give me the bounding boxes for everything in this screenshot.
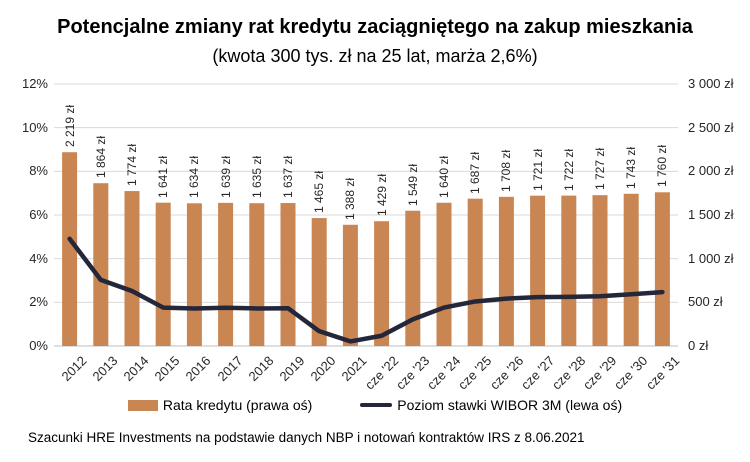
y-right-tick-label: 500 zł [688,294,723,310]
x-tick-label: cze '23 [392,353,433,393]
bar-value-label: 1 760 zł [655,145,670,188]
legend-item-wibor [360,397,622,413]
bar-rata-kredytu [437,203,452,346]
legend-label-rata-kredytu: Rata kredytu (prawa oś) [162,397,313,413]
y-right-tick-label: 0 zł [688,338,709,353]
y-left-tick-label: 10% [21,119,48,135]
bar-value-label: 1 721 zł [530,148,545,191]
bar-value-label: 1 549 zł [405,163,420,206]
bar-value-label: 1 722 zł [561,148,576,191]
y-right-tick-label: 2 500 zł [688,119,734,135]
x-tick-label: cze '27 [517,353,558,393]
x-tick-label: 2020 [307,353,339,385]
bar-rata-kredytu [218,203,233,346]
bar-rata-kredytu [405,211,420,346]
x-tick-label: cze '29 [580,353,620,393]
x-tick-label: cze '28 [548,353,589,393]
bar-value-label: 1 708 zł [499,149,514,192]
x-tick-label: 2013 [89,353,121,385]
x-tick-label: 2015 [151,353,183,385]
bar-rata-kredytu [655,192,670,346]
bar-rata-kredytu [249,203,264,346]
x-tick-label: cze '22 [361,353,402,393]
line-series-swatch-icon [360,403,392,407]
x-tick-label: 2018 [245,353,277,385]
x-tick-label: 2019 [276,353,308,385]
bar-rata-kredytu [343,225,358,346]
bar-value-label: 1 774 zł [125,144,139,187]
x-tick-label: cze '26 [486,353,527,393]
legend-item-rata-kredytu [128,397,312,413]
bar-rata-kredytu [374,221,389,346]
bar-rata-kredytu [624,194,639,346]
bar-value-label: 1 864 zł [93,136,108,179]
bar-value-label: 1 429 zł [374,174,389,217]
y-right-tick-label: 2 000 zł [688,163,734,179]
y-left-tick-label: 12% [21,76,48,91]
y-left-tick-label: 6% [29,207,48,222]
legend [0,397,750,413]
bar-rata-kredytu [530,196,545,346]
bar-value-label: 1 388 zł [343,177,358,220]
y-right-tick-label: 1 500 zł [688,207,734,222]
bar-rata-kredytu [93,183,108,346]
x-tick-label: cze '31 [642,353,683,393]
bar-value-label: 1 465 zł [312,171,327,214]
bar-rata-kredytu [499,197,514,346]
x-tick-label: 2021 [338,353,371,385]
bar-rata-kredytu [468,199,483,346]
bar-value-label: 1 639 zł [218,155,233,198]
bar-series-swatch-icon [128,400,158,411]
legend-label-wibor: Poziom stawki WIBOR 3M (lewa oś) [397,397,623,413]
y-left-tick-label: 2% [29,294,48,310]
x-tick-label: 2017 [214,353,246,385]
y-left-tick-label: 0% [29,338,48,353]
source-note: Szacunki HRE Investments na podstawie danych NBP i notowań kontraktów IRS z 8.06.2021 [28,430,585,445]
y-left-tick-label: 4% [29,250,48,266]
x-tick-label: cze '25 [455,353,495,393]
bar-rata-kredytu [156,203,171,346]
bar-value-label: 1 641 zł [156,155,171,198]
x-tick-label: 2016 [182,353,215,385]
bar-rata-kredytu [187,203,202,346]
bar-rata-kredytu [281,203,296,346]
y-left-tick-label: 8% [29,163,48,179]
x-tick-label: cze '24 [424,353,464,393]
chart-title: Potencjalne zmiany rat kredytu zaciągniętego na zakup mieszkania [57,16,693,38]
bar-value-label: 1 640 zł [437,155,451,198]
bar-rata-kredytu [125,191,140,346]
bar-value-label: 2 219 zł [62,105,77,148]
chart-subtitle: (kwota 300 tys. zł na 25 lat, marża 2,6%) [212,46,538,66]
bar-rata-kredytu [593,195,608,346]
bar-value-label: 1 637 zł [281,156,295,199]
bar-value-label: 1 635 zł [249,156,264,199]
bar-value-label: 1 687 zł [468,151,483,194]
x-tick-label: 2012 [58,353,90,385]
y-right-tick-label: 3 000 zł [688,76,734,91]
x-tick-label: 2014 [120,353,152,385]
bar-rata-kredytu [561,196,576,346]
bar-value-label: 1 634 zł [187,156,202,199]
x-tick-label: cze '30 [611,353,651,393]
bar-value-label: 1 727 zł [593,148,607,191]
bar-value-label: 1 743 zł [624,146,639,189]
y-right-tick-label: 1 000 zł [688,250,734,266]
